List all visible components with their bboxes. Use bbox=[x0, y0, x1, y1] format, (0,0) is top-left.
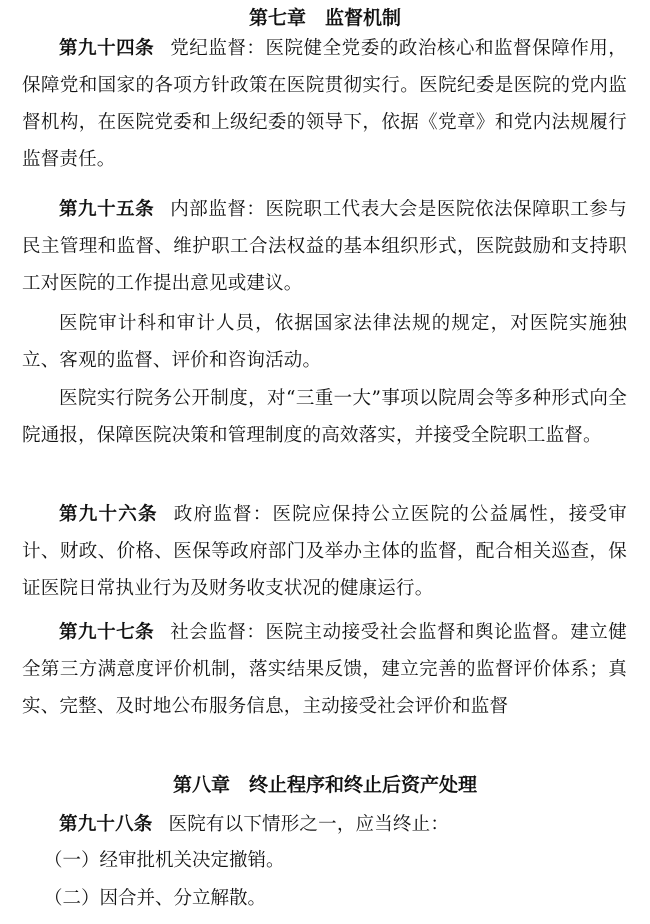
paragraph-audit: 医院审计科和审计人员，依据国家法律法规的规定，对医院实施独立、客观的监督、评价和咨询活动。 bbox=[22, 313, 627, 371]
article-97-number: 第九十七条 bbox=[59, 622, 155, 643]
article-94-text: 党纪监督：医院健全党委的政治核心和监督保障作用，保障党和国家的各项方针政策在医院贯彻实行。医院纪委是医院的党内监督机构，在医院党委和上级纪委的领导下，依据《党章》和党内法规履行监督责任。 bbox=[22, 38, 627, 170]
article-96-number: 第九十六条 bbox=[59, 504, 158, 525]
article-95-text: 内部监督：医院职工代表大会是医院依法保障职工参与民主管理和监督、维护职工合法权益的基本组织形式，医院鼓励和支持职工对医院的工作提出意见或建议。 bbox=[22, 199, 627, 294]
article-95-number: 第九十五条 bbox=[59, 199, 155, 220]
article-96 bbox=[22, 496, 627, 607]
article-97-text: 社会监督：医院主动接受社会监督和舆论监督。建立健全第三方满意度评价机制，落实结果反馈，建立完善的监督评价体系；真实、完整、及时地公布服务信息，主动接受社会评价和监督 bbox=[22, 622, 627, 717]
article-98-text: 医院有以下情形之一，应当终止： bbox=[168, 814, 450, 835]
list-item: （二）因合并、分立解散。 bbox=[44, 888, 267, 909]
article-95 bbox=[22, 191, 627, 302]
article-96-text: 政府监督：医院应保持公立医院的公益属性，接受审计、财政、价格、医保等政府部门及举办主体的监督，配合相关巡查，保证医院日常执业行为及财务收支状况的健康运行。 bbox=[22, 504, 627, 599]
article-97 bbox=[22, 614, 627, 725]
article-94 bbox=[22, 30, 627, 178]
chapter-7-title: 第七章 监督机制 bbox=[248, 7, 401, 29]
article-94-number: 第九十四条 bbox=[59, 38, 155, 59]
article-98 bbox=[22, 806, 627, 843]
paragraph-open-affairs: 医院实行院务公开制度，对“三重一大”事项以院周会等多种形式向全院通报，保障医院决策和管理制度的高效落实，并接受全院职工监督。 bbox=[22, 388, 627, 446]
chapter-8-title: 第八章 终止程序和终止后资产处理 bbox=[172, 774, 477, 796]
article-98-number: 第九十八条 bbox=[59, 814, 153, 835]
list-item: （一）经审批机关决定撤销。 bbox=[44, 850, 285, 871]
